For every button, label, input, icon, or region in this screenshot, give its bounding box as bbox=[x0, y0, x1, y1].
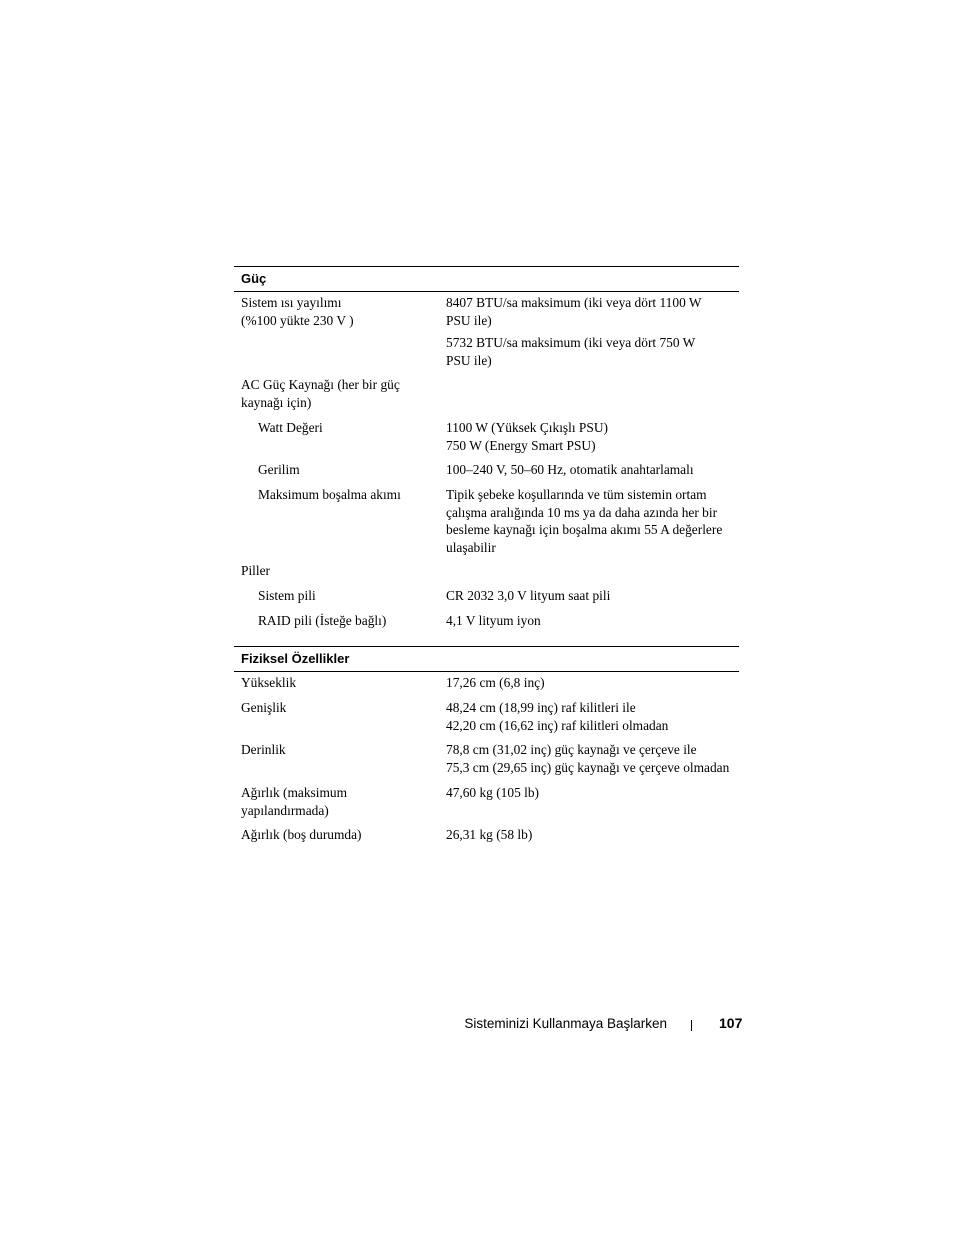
spec-value-weight-max: 47,60 kg (105 lb) bbox=[446, 785, 539, 800]
power-section-title: Güç bbox=[241, 271, 267, 286]
physical-spec-table bbox=[234, 646, 739, 856]
spec-value-width: 48,24 cm (18,99 inç) raf kilitleri ile 42,20 cm (16,62 inç) raf kilitleri olmadan bbox=[446, 700, 669, 733]
footer-separator bbox=[691, 1020, 692, 1031]
spec-value-height: 17,26 cm (6,8 inç) bbox=[446, 675, 545, 690]
spec-value-system-battery: CR 2032 3,0 V lityum saat pili bbox=[446, 588, 611, 603]
spec-label-width: Genişlik bbox=[241, 700, 287, 715]
physical-section-title: Fiziksel Özellikler bbox=[241, 651, 350, 666]
spec-label-height: Yükseklik bbox=[241, 675, 297, 690]
footer-chapter-title: Sisteminizi Kullanmaya Başlarken bbox=[464, 1016, 667, 1031]
physical-section-header bbox=[234, 646, 739, 672]
spec-label-inrush-current: Maksimum boşalma akımı bbox=[258, 487, 401, 502]
spec-label-weight-max: Ağırlık (maksimum yapılandırmada) bbox=[241, 785, 348, 818]
spec-label-batteries: Piller bbox=[241, 563, 271, 578]
spec-label-system-battery: Sistem pili bbox=[258, 588, 316, 603]
page-footer bbox=[0, 1014, 954, 1034]
spec-value-heat-1100w: 8407 BTU/sa maksimum (iki veya dört 1100 W PSU ile) bbox=[446, 295, 702, 328]
spec-value-weight-empty: 26,31 kg (58 lb) bbox=[446, 827, 533, 842]
spec-label-ac-power-supply: AC Güç Kaynağı (her bir güç kaynağı için) bbox=[241, 377, 400, 410]
power-spec-table bbox=[234, 266, 739, 636]
page-number: 107 bbox=[719, 1015, 743, 1031]
spec-value-depth: 78,8 cm (31,02 inç) güç kaynağı ve çerçeve ile 75,3 cm (29,65 inç) güç kaynağı ve çerçeve olmadan bbox=[446, 742, 730, 775]
spec-value-heat-750w: 5732 BTU/sa maksimum (iki veya dört 750 W PSU ile) bbox=[446, 335, 696, 368]
spec-value-raid-battery: 4,1 V lityum iyon bbox=[446, 613, 541, 628]
spec-value-inrush-current: Tipik şebeke koşullarında ve tüm sistemin ortam çalışma aralığında 10 ms ya da daha azında her bir besleme kaynağı için boşalma akımı 55 A değerlere ulaşabilir bbox=[446, 487, 723, 555]
spec-label-weight-empty: Ağırlık (boş durumda) bbox=[241, 827, 362, 842]
power-section-header bbox=[234, 266, 739, 292]
spec-value-voltage: 100–240 V, 50–60 Hz, otomatik anahtarlamalı bbox=[446, 462, 694, 477]
spec-label-voltage: Gerilim bbox=[258, 462, 300, 477]
spec-label-depth: Derinlik bbox=[241, 742, 286, 757]
spec-label-wattage: Watt Değeri bbox=[258, 420, 323, 435]
spec-label-heat-dissipation: Sistem ısı yayılımı (%100 yükte 230 V ) bbox=[241, 295, 354, 328]
spec-value-wattage: 1100 W (Yüksek Çıkışlı PSU) 750 W (Energy Smart PSU) bbox=[446, 420, 608, 453]
spec-label-raid-battery: RAID pili (İsteğe bağlı) bbox=[258, 613, 387, 628]
